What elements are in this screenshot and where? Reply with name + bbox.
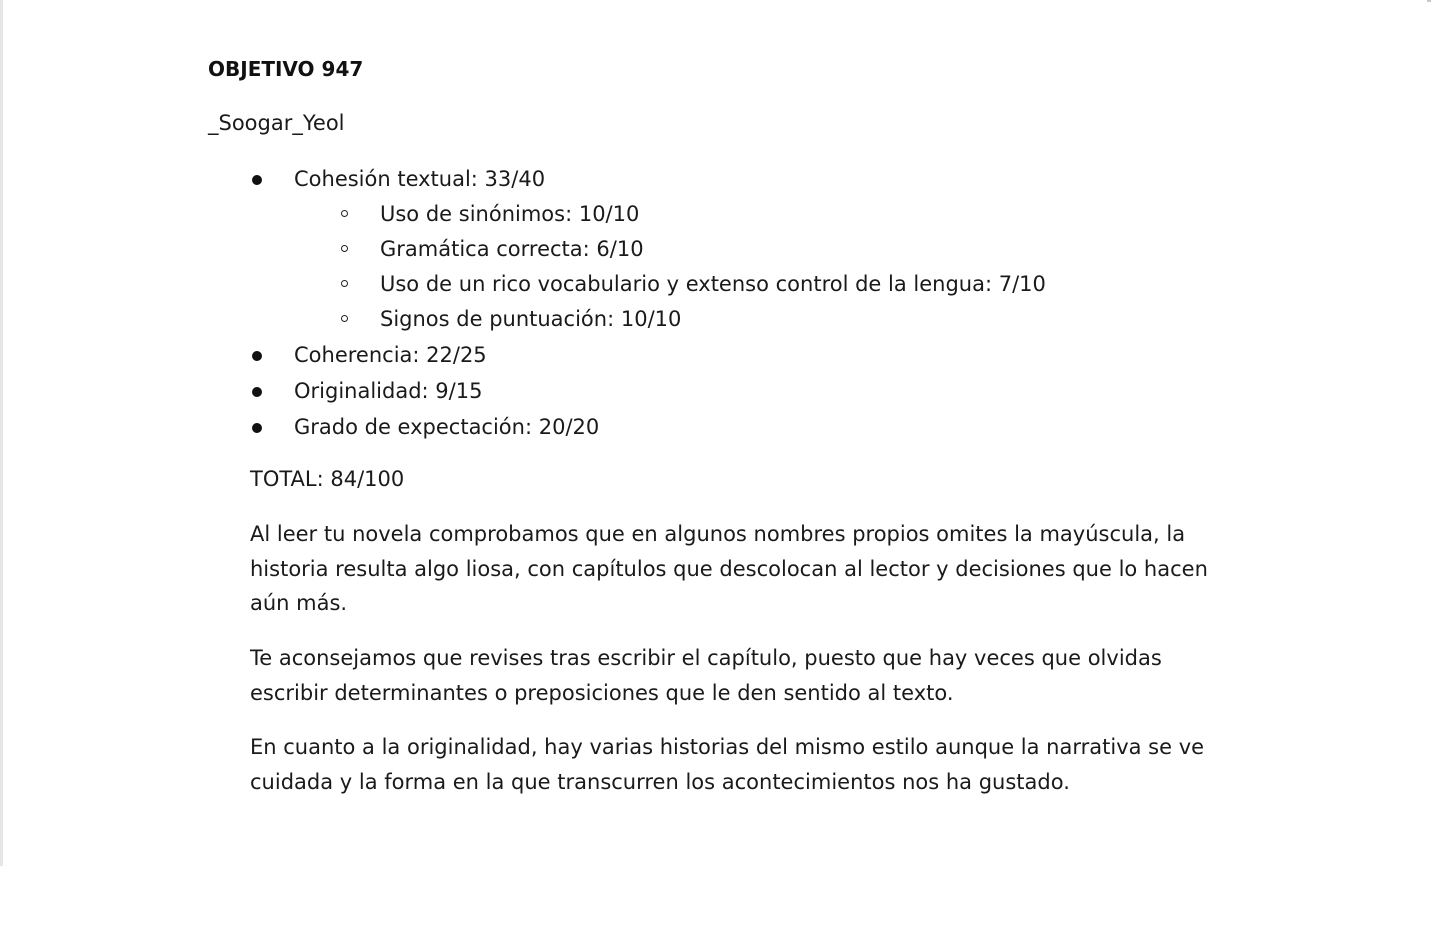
sub-criteria-item xyxy=(250,304,682,339)
bullet-icon xyxy=(252,387,262,397)
criteria-list xyxy=(250,163,1046,447)
criteria-item xyxy=(250,375,599,411)
criteria-label: Grado de expectación: 20/20 xyxy=(294,415,600,439)
criteria-row xyxy=(294,375,599,411)
circle-bullet-icon xyxy=(341,315,348,322)
bullet-icon xyxy=(252,423,262,433)
criteria-label: Cohesión textual: 33/40 xyxy=(294,167,546,191)
criteria-item xyxy=(250,163,1046,339)
bullet-icon xyxy=(252,351,262,361)
author-name: _Soogar_Yeol xyxy=(208,111,345,135)
circle-bullet-icon xyxy=(341,280,348,287)
feedback-paragraph: Al leer tu novela comprobamos que en algunos nombres propios omites la mayúscula, la historia resulta algo liosa, con capítulos que descolocan al lector y decisiones que lo hacen aún más. xyxy=(250,522,1208,615)
criteria-item xyxy=(250,339,599,375)
feedback-paragraph: Te aconsejamos que revises tras escribir el capítulo, puesto que hay veces que olvidas escribir determinantes o preposiciones que le den sentido al texto. xyxy=(250,646,1162,705)
document-title: OBJETIVO 947 xyxy=(208,57,364,81)
sub-criteria-list xyxy=(294,199,1046,339)
sub-criteria-label: Signos de puntuación: 10/10 xyxy=(380,307,682,331)
sub-criteria-item xyxy=(250,269,1046,304)
sub-criteria-item xyxy=(250,199,640,234)
sub-criteria-item xyxy=(250,234,644,269)
criteria-label: Coherencia: 22/25 xyxy=(294,343,487,367)
criteria-item xyxy=(250,411,599,447)
criteria-label: Originalidad: 9/15 xyxy=(294,379,483,403)
criteria-row xyxy=(294,163,599,199)
bullet-icon xyxy=(252,175,262,185)
sub-criteria-label: Uso de sinónimos: 10/10 xyxy=(380,202,640,226)
circle-bullet-icon xyxy=(341,245,348,252)
circle-bullet-icon xyxy=(341,210,348,217)
sub-criteria-label: Gramática correcta: 6/10 xyxy=(380,237,644,261)
total-score: TOTAL: 84/100 xyxy=(250,467,405,491)
criteria-row xyxy=(294,339,599,375)
sub-criteria-label: Uso de un rico vocabulario y extenso control de la lengua: 7/10 xyxy=(380,272,1046,296)
criteria-row xyxy=(294,411,599,447)
feedback-paragraph: En cuanto a la originalidad, hay varias historias del mismo estilo aunque la narrativa se ve cuidada y la forma en la que transcurren los acontecimientos nos ha gustado. xyxy=(250,735,1205,794)
